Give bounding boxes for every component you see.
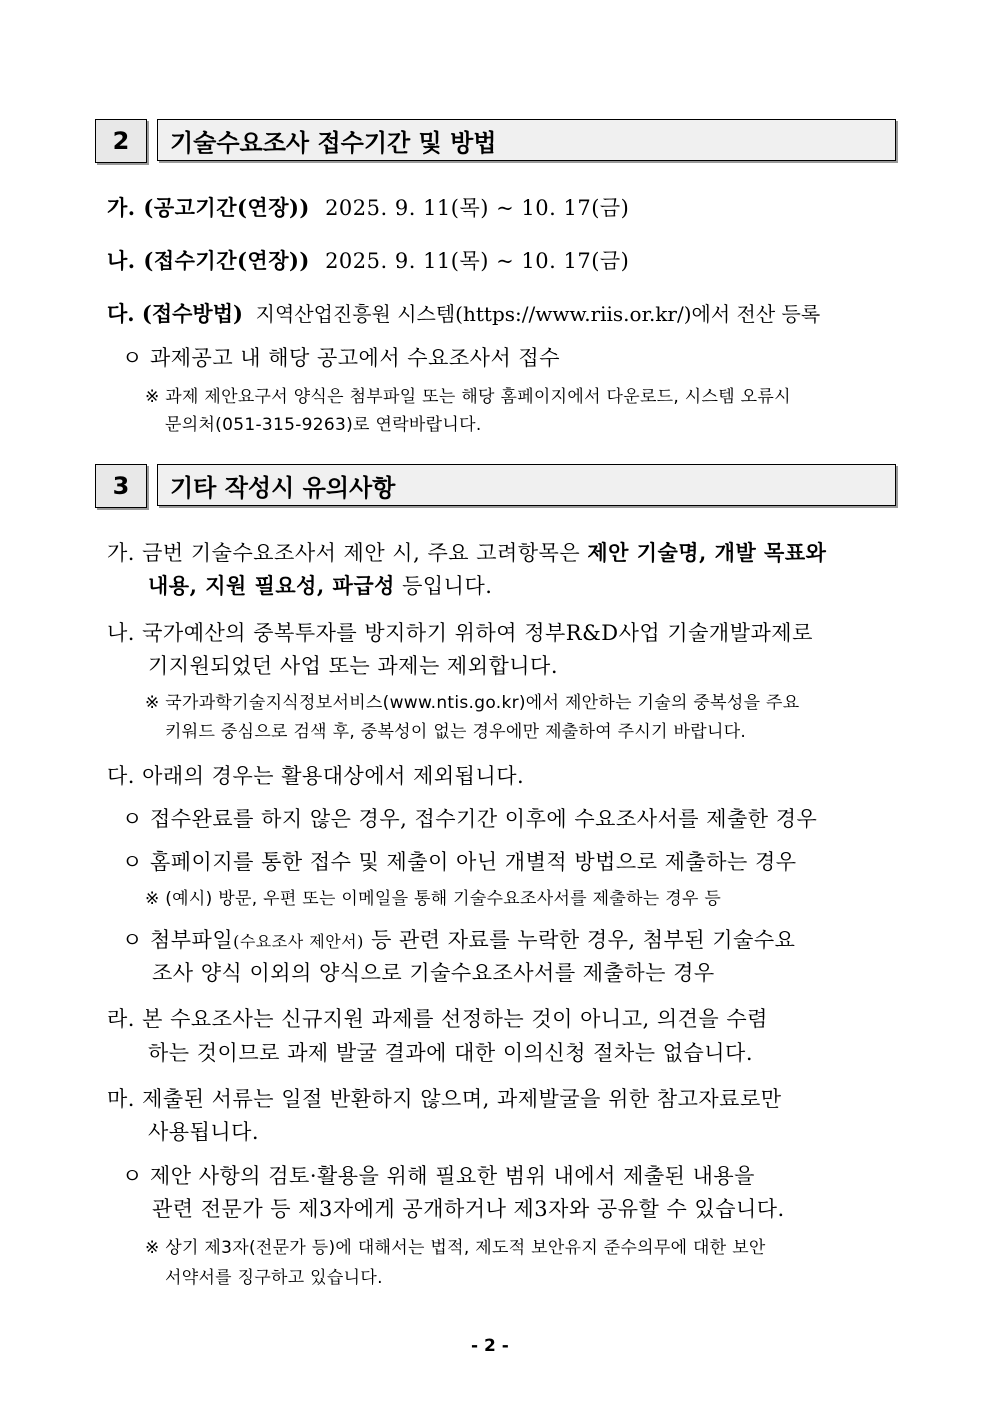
section-3-item-c-bullet1: ㅇ 접수완료를 하지 않은 경우, 접수기간 이후에 수요조사서를 제출한 경우 — [122, 807, 818, 831]
item-a-text: 가. 금번 기술수요조사서 제안 시, 주요 고려항목은 — [107, 541, 581, 565]
section-3-item-b-line2: 기지원되었던 사업 또는 과제는 제외합니다. — [148, 654, 559, 678]
section-2-note-line1: ※ 과제 제안요구서 양식은 첨부파일 또는 해당 홈페이지에서 다운로드, 시스템 오류시 — [145, 387, 791, 407]
section-2-bullet: ㅇ 과제공고 내 해당 공고에서 수요조사서 접수 — [122, 346, 560, 370]
item-a-text: 2025. 9. 11(목) ~ 10. 17(금) — [325, 196, 630, 220]
item-b-text: 2025. 9. 11(목) ~ 10. 17(금) — [325, 249, 630, 273]
section-2-number: 2 — [95, 119, 147, 163]
item-c-label: 다. (접수방법) — [107, 301, 243, 326]
section-3-item-e-note-line1: ※ 상기 제3자(전문가 등)에 대해서는 법적, 제도적 보안유지 준수의무에 대한 보안 — [145, 1238, 766, 1258]
section-3-item-d-line1: 라. 본 수요조사는 신규지원 과제를 선정하는 것이 아니고, 의견을 수렴 — [107, 1007, 768, 1031]
item-a-bold-2: 내용, 지원 필요성, 파급성 — [148, 573, 395, 598]
section-3-item-e-bullet-line1: ㅇ 제안 사항의 검토·활용을 위해 필요한 범위 내에서 제출된 내용을 — [122, 1164, 755, 1188]
bullet3-small: (수요조사 제안서) — [233, 932, 364, 951]
section-3-item-c: 다. 아래의 경우는 활용대상에서 제외됩니다. — [107, 764, 525, 788]
section-3-item-c-bullet3-line2: 조사 양식 이외의 양식으로 기술수요조사서를 제출하는 경우 — [152, 961, 715, 985]
section-3-item-b-note-line2: 키워드 중심으로 검색 후, 중복성이 없는 경우에만 제출하여 주시기 바랍니다. — [165, 722, 747, 742]
section-2-item-c — [107, 298, 820, 328]
item-a-bold: 제안 기술명, 개발 목표와 — [587, 540, 827, 565]
section-2-item-b — [107, 245, 629, 275]
section-2-item-a — [107, 192, 629, 222]
section-3-item-c-bullet2: ㅇ 홈페이지를 통한 접수 및 제출이 아닌 개별적 방법으로 제출하는 경우 — [122, 850, 797, 874]
section-3-item-e-line1: 마. 제출된 서류는 일절 반환하지 않으며, 과제발굴을 위한 참고자료로만 — [107, 1087, 782, 1111]
section-3-number: 3 — [95, 464, 147, 508]
bullet3-text-post: 등 관련 자료를 누락한 경우, 첨부된 기술수요 — [371, 928, 796, 952]
bullet3-text: ㅇ 첨부파일 — [122, 928, 234, 952]
section-3-item-e-line2: 사용됩니다. — [148, 1120, 260, 1144]
item-b-label: 나. (접수기간(연장)) — [107, 248, 310, 273]
section-3-item-d-line2: 하는 것이므로 과제 발굴 결과에 대한 이의신청 절차는 없습니다. — [148, 1041, 754, 1065]
item-a-label: 가. (공고기간(연장)) — [107, 195, 310, 220]
section-2-note-line2: 문의처(051-315-9263)로 연락바랍니다. — [165, 415, 482, 435]
section-3-item-e-bullet-line2: 관련 전문가 등 제3자에게 공개하거나 제3자와 공유할 수 있습니다. — [152, 1197, 785, 1221]
section-3-item-c-bullet3-line1 — [122, 924, 795, 954]
section-3-item-c-note: ※ (예시) 방문, 우편 또는 이메일을 통해 기술수요조사서를 제출하는 경우 등 — [145, 889, 722, 909]
section-3-item-a-line1 — [107, 537, 826, 567]
section-3-title: 기타 작성시 유의사항 — [157, 464, 896, 506]
section-3-item-b-line1: 나. 국가예산의 중복투자를 방지하기 위하여 정부R&D사업 기술개발과제로 — [107, 621, 813, 645]
page-number: - 2 - — [471, 1336, 509, 1356]
item-a-text-2: 등입니다. — [402, 574, 493, 598]
item-c-text: 지역산업진흥원 시스템(https://www.riis.or.kr/)에서 전산 등록 — [255, 302, 821, 326]
section-2-title: 기술수요조사 접수기간 및 방법 — [157, 119, 896, 161]
section-3-item-a-line2 — [148, 570, 492, 600]
section-3-item-e-note-line2: 서약서를 징구하고 있습니다. — [165, 1268, 383, 1288]
section-3-item-b-note-line1: ※ 국가과학기술지식정보서비스(www.ntis.go.kr)에서 제안하는 기술의 중복성을 주요 — [145, 693, 800, 713]
